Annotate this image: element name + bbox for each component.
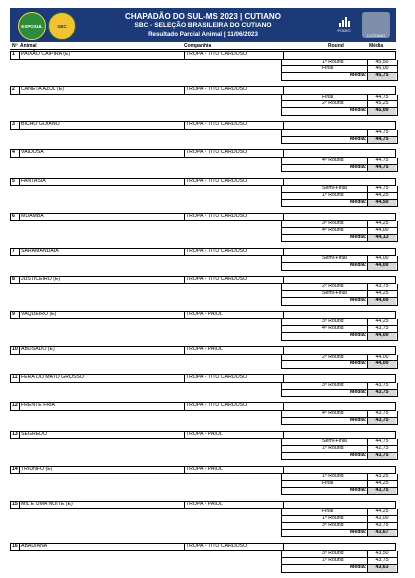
- column-divider: [19, 122, 20, 129]
- column-divider: [19, 467, 20, 474]
- round-label: 2º Round: [322, 353, 344, 360]
- round-score: 42,75: [367, 446, 396, 452]
- entry-number: 12: [12, 402, 18, 409]
- column-divider: [19, 249, 20, 256]
- entry-number: 9: [12, 310, 15, 317]
- round-scores: [281, 383, 398, 397]
- media-row: [282, 263, 397, 271]
- animal-name: ABUSADO (E): [21, 346, 55, 353]
- column-divider: [184, 467, 185, 474]
- round-label: 3º Round: [322, 550, 344, 557]
- media-row: [282, 73, 397, 81]
- round-score: 44,25: [367, 193, 396, 199]
- round-scores: [281, 355, 398, 369]
- animal-name: FERA DO MATO GROSSO: [21, 374, 84, 381]
- round-scores: [281, 474, 398, 495]
- animal-name: CANETA AZUL (E): [21, 86, 64, 93]
- entry-number: 1: [12, 51, 15, 57]
- media-row: [282, 453, 397, 461]
- media-value: 43,63: [367, 565, 396, 572]
- round-score: 45,50: [367, 60, 396, 66]
- animal-name: SARAMANDAIA: [21, 247, 59, 254]
- media-value: 43,75: [367, 390, 396, 397]
- media-value: 43,75: [367, 453, 396, 460]
- column-divider: [19, 544, 20, 551]
- column-divider: [19, 277, 20, 284]
- round-score: 43,75: [367, 523, 396, 529]
- media-row: [282, 565, 397, 573]
- media-label: Média:: [350, 388, 367, 395]
- companhia-name: TROPA - PAIOL: [186, 500, 223, 507]
- media-value: 44,75: [367, 165, 396, 172]
- column-headers: [10, 42, 396, 50]
- column-divider: [283, 277, 284, 284]
- entry-number: 3: [12, 121, 15, 128]
- media-label: Média:: [350, 332, 367, 339]
- round-scores: [281, 186, 398, 207]
- col-animal: Animal: [20, 43, 37, 49]
- companhia-name: TROPA - TITO CARDOSO: [186, 247, 248, 254]
- column-divider: [184, 179, 185, 186]
- column-divider: [184, 249, 185, 256]
- round-scores: [281, 130, 398, 144]
- companhia-name: TROPA - TITO CARDOSO: [186, 51, 248, 57]
- companhia-name: TROPA - TITO CARDOSO: [186, 86, 248, 93]
- column-divider: [283, 347, 284, 354]
- media-label: Média:: [350, 107, 367, 114]
- podio-logo-text: PODIO: [337, 28, 351, 33]
- column-divider: [19, 375, 20, 382]
- media-row: [282, 530, 397, 538]
- media-value: 45,00: [367, 108, 396, 115]
- media-row: [282, 137, 397, 145]
- media-label: Média:: [350, 72, 367, 79]
- round-label: 1º Round: [322, 473, 344, 480]
- column-divider: [184, 432, 185, 439]
- media-label: Média:: [350, 416, 367, 423]
- entry-number: 6: [12, 212, 15, 219]
- media-label: Média:: [350, 360, 367, 367]
- column-divider: [283, 249, 284, 256]
- col-round: Round: [328, 43, 344, 49]
- column-divider: [19, 150, 20, 157]
- round-score: 44,75: [367, 130, 396, 136]
- column-divider: [184, 375, 185, 382]
- media-value: 43,67: [367, 530, 396, 537]
- round-label: 1º Round: [322, 191, 344, 198]
- round-score: 44,25: [367, 481, 396, 487]
- round-scores: [281, 439, 398, 460]
- round-score: 43,75: [367, 558, 396, 564]
- media-row: [282, 361, 397, 369]
- round-score: 43,75: [367, 284, 396, 290]
- podio-logo: [332, 15, 356, 35]
- results-list: [10, 51, 396, 578]
- round-score: 43,50: [367, 551, 396, 557]
- round-scores: [281, 221, 398, 242]
- media-label: Média:: [350, 262, 367, 269]
- round-scores: [281, 256, 398, 270]
- media-row: [282, 235, 397, 243]
- column-divider: [283, 122, 284, 129]
- companhia-name: TROPA - TITO CARDOSO: [186, 121, 248, 128]
- animal-name: PAIXÃO CAIPIRA (E): [21, 51, 71, 57]
- column-divider: [184, 347, 185, 354]
- sbc-logo-text: SBC: [57, 23, 67, 29]
- column-divider: [19, 179, 20, 186]
- entry-number: 10: [12, 346, 18, 353]
- column-divider: [283, 150, 284, 157]
- round-score: 44,00: [367, 355, 396, 361]
- media-value: 44,50: [367, 200, 396, 207]
- media-value: 43,75: [367, 418, 396, 425]
- media-row: [282, 418, 397, 426]
- column-divider: [19, 52, 20, 59]
- title-line-2: SBC - SELEÇÃO BRASILEIRA DO CUTIANO: [134, 22, 272, 29]
- column-divider: [184, 52, 185, 59]
- round-label: 4º Round: [322, 325, 344, 332]
- round-score: 44,25: [367, 319, 396, 325]
- column-divider: [283, 375, 284, 382]
- animal-name: FANTASIA: [21, 177, 46, 184]
- entry-number: 7: [12, 247, 15, 254]
- round-scores: [281, 158, 398, 172]
- round-score: 44,25: [367, 221, 396, 227]
- round-score: 44,75: [367, 95, 396, 101]
- round-score: 44,25: [367, 291, 396, 297]
- animal-entry: [10, 543, 396, 573]
- media-value: 44,75: [367, 137, 396, 144]
- animal-entry: [10, 346, 396, 369]
- column-divider: [19, 87, 20, 94]
- companhia-name: TROPA - TITO CARDOSO: [186, 149, 248, 156]
- column-divider: [19, 347, 20, 354]
- round-score: 43,75: [367, 411, 396, 417]
- column-divider: [184, 150, 185, 157]
- animal-entry: [10, 501, 396, 538]
- round-label: Semi-Final: [322, 290, 347, 297]
- media-label: Média:: [350, 528, 367, 535]
- round-score: 43,75: [367, 383, 396, 389]
- column-divider: [184, 122, 185, 129]
- round-label: Final: [322, 480, 334, 487]
- media-row: [282, 390, 397, 398]
- column-divider: [283, 403, 284, 410]
- title-line-3: Resultado Parcial Animal | 11/06/2023: [148, 31, 258, 38]
- media-value: 44,00: [367, 361, 396, 368]
- animal-row: [10, 121, 396, 130]
- companhia-name: TROPA - TITO CARDOSO: [186, 275, 248, 282]
- animal-name: ABADIANA: [21, 542, 48, 549]
- media-label: Média:: [350, 486, 367, 493]
- media-label: Média:: [350, 233, 367, 240]
- cutiano-cow-logo: [362, 12, 390, 38]
- animal-name: JUSTICEIRO (E): [21, 275, 61, 282]
- round-label: 3º Round: [322, 220, 344, 227]
- animal-name: FRENTE FRIA: [21, 402, 56, 409]
- column-divider: [184, 403, 185, 410]
- media-value: 44,00: [367, 298, 396, 305]
- companhia-name: TROPA - TITO CARDOSO: [186, 177, 248, 184]
- animal-entry: [10, 51, 396, 81]
- animal-name: VAQUEIRO (E): [21, 310, 57, 317]
- media-label: Média:: [350, 135, 367, 142]
- round-score: 46,00: [367, 66, 396, 72]
- entry-number: 16: [12, 542, 18, 549]
- report-header: [10, 8, 396, 42]
- media-row: [282, 333, 397, 341]
- media-row: [282, 298, 397, 306]
- col-num: Nº: [12, 43, 18, 49]
- round-label: Final: [322, 508, 334, 515]
- round-score: 44,25: [367, 509, 396, 515]
- animal-entry: [10, 86, 396, 116]
- round-row: [282, 558, 397, 565]
- round-label: Final: [322, 65, 334, 72]
- col-companhia: Companhia: [184, 43, 212, 49]
- round-score: 44,75: [367, 158, 396, 164]
- round-label: 1º Round: [322, 444, 344, 451]
- column-divider: [19, 312, 20, 319]
- entry-number: 5: [12, 177, 15, 184]
- media-row: [282, 200, 397, 208]
- animal-entry: [10, 248, 396, 271]
- podio-bars-icon: [339, 17, 350, 27]
- column-divider: [19, 432, 20, 439]
- round-label: Semi-Final: [322, 438, 347, 445]
- round-label: 1º Round: [322, 557, 344, 564]
- round-score: 43,25: [367, 474, 396, 480]
- companhia-name: TROPA - PAIOL: [186, 465, 223, 472]
- exposul-logo: [18, 12, 46, 40]
- column-divider: [283, 467, 284, 474]
- column-divider: [283, 502, 284, 509]
- media-label: Média:: [350, 163, 367, 170]
- animal-entry: [10, 276, 396, 306]
- round-score: 43,00: [367, 516, 396, 522]
- round-label: 1º Round: [322, 58, 344, 65]
- media-value: 43,75: [367, 488, 396, 495]
- companhia-name: TROPA - TITO CARDOSO: [186, 542, 248, 549]
- column-divider: [184, 277, 185, 284]
- round-label: 4º Round: [322, 156, 344, 163]
- media-label: Média:: [350, 198, 367, 205]
- column-divider: [19, 403, 20, 410]
- round-scores: [281, 551, 398, 572]
- media-row: [282, 108, 397, 116]
- round-label: Final: [322, 93, 334, 100]
- animal-entry: [10, 149, 396, 172]
- column-divider: [19, 502, 20, 509]
- media-label: Média:: [350, 297, 367, 304]
- media-value: 44,13: [367, 235, 396, 242]
- animal-row: [10, 501, 396, 510]
- round-scores: [281, 319, 398, 340]
- sbc-logo: [48, 12, 76, 40]
- column-divider: [283, 544, 284, 551]
- column-divider: [184, 214, 185, 221]
- round-scores: [281, 509, 398, 537]
- round-score: 43,75: [367, 326, 396, 332]
- companhia-name: TROPA - TITO CARDOSO: [186, 374, 248, 381]
- cow-logo-text: CUTIANO: [367, 33, 385, 38]
- exposul-logo-text: EXPOSUL: [21, 23, 43, 29]
- col-media: Média: [369, 43, 384, 49]
- column-divider: [283, 432, 284, 439]
- media-row: [282, 488, 397, 496]
- animal-row: [10, 86, 396, 95]
- animal-entry: [10, 466, 396, 496]
- column-divider: [283, 214, 284, 221]
- round-label: Semi-Final: [322, 255, 347, 262]
- round-label: Semi-Final: [322, 185, 347, 192]
- animal-entry: [10, 311, 396, 341]
- column-divider: [283, 312, 284, 319]
- media-label: Média:: [350, 564, 367, 570]
- entry-number: 2: [12, 86, 15, 93]
- companhia-name: TROPA - PAIOL: [186, 346, 223, 353]
- report-title: [94, 12, 312, 39]
- column-divider: [184, 502, 185, 509]
- animal-entry: [10, 431, 396, 461]
- round-label: 2º Round: [322, 283, 344, 290]
- animal-name: VAIDOSA: [21, 149, 44, 156]
- round-scores: [281, 411, 398, 425]
- column-divider: [19, 214, 20, 221]
- column-divider: [283, 87, 284, 94]
- animal-entry: [10, 121, 396, 144]
- media-row: [282, 165, 397, 173]
- entry-number: 14: [12, 465, 18, 472]
- round-label: 4º Round: [322, 409, 344, 416]
- animal-entry: [10, 402, 396, 425]
- round-label: 4º Round: [322, 227, 344, 233]
- column-divider: [283, 179, 284, 186]
- entry-number: 11: [12, 374, 18, 381]
- round-scores: [281, 60, 398, 81]
- media-value: 44,00: [367, 333, 396, 340]
- animal-name: BICHO GOIANO: [21, 121, 60, 128]
- animal-name: MIL E UMA NOITE (E): [21, 500, 73, 507]
- entry-number: 13: [12, 430, 18, 437]
- companhia-name: TROPA - PAIOL: [186, 310, 223, 317]
- round-score: 44,00: [367, 256, 396, 262]
- animal-entry: [10, 374, 396, 397]
- round-score: 44,00: [367, 228, 396, 234]
- entry-number: 15: [12, 500, 18, 507]
- round-label: 2º Round: [322, 100, 344, 107]
- animal-name: TRIUNFO (E): [21, 465, 53, 472]
- column-divider: [283, 52, 284, 59]
- round-score: 44,75: [367, 186, 396, 192]
- round-label: 3º Round: [322, 522, 344, 529]
- media-label: Média:: [350, 451, 367, 458]
- round-score: 44,75: [367, 439, 396, 445]
- round-scores: [281, 95, 398, 116]
- animal-entry: [10, 178, 396, 208]
- companhia-name: TROPA - TITO CARDOSO: [186, 402, 248, 409]
- animal-name: SEGREDO: [21, 430, 47, 437]
- column-divider: [184, 87, 185, 94]
- round-label: 3º Round: [322, 318, 344, 325]
- animal-entry: [10, 213, 396, 243]
- round-score: 45,25: [367, 101, 396, 107]
- media-value: 44,00: [367, 263, 396, 270]
- column-divider: [184, 312, 185, 319]
- companhia-name: TROPA - PAIOL: [186, 430, 223, 437]
- title-line-1: CHAPADÃO DO SUL-MS 2023 | CUTIANO: [125, 12, 281, 21]
- round-scores: [281, 284, 398, 305]
- companhia-name: TROPA - TITO CARDOSO: [186, 212, 248, 219]
- column-divider: [184, 544, 185, 551]
- entry-number: 8: [12, 275, 15, 282]
- media-value: 45,75: [367, 73, 396, 80]
- round-label: 3º Round: [322, 381, 344, 388]
- animal-name: MUAMBA: [21, 212, 44, 219]
- entry-number: 4: [12, 149, 15, 156]
- round-label: 1º Round: [322, 515, 344, 522]
